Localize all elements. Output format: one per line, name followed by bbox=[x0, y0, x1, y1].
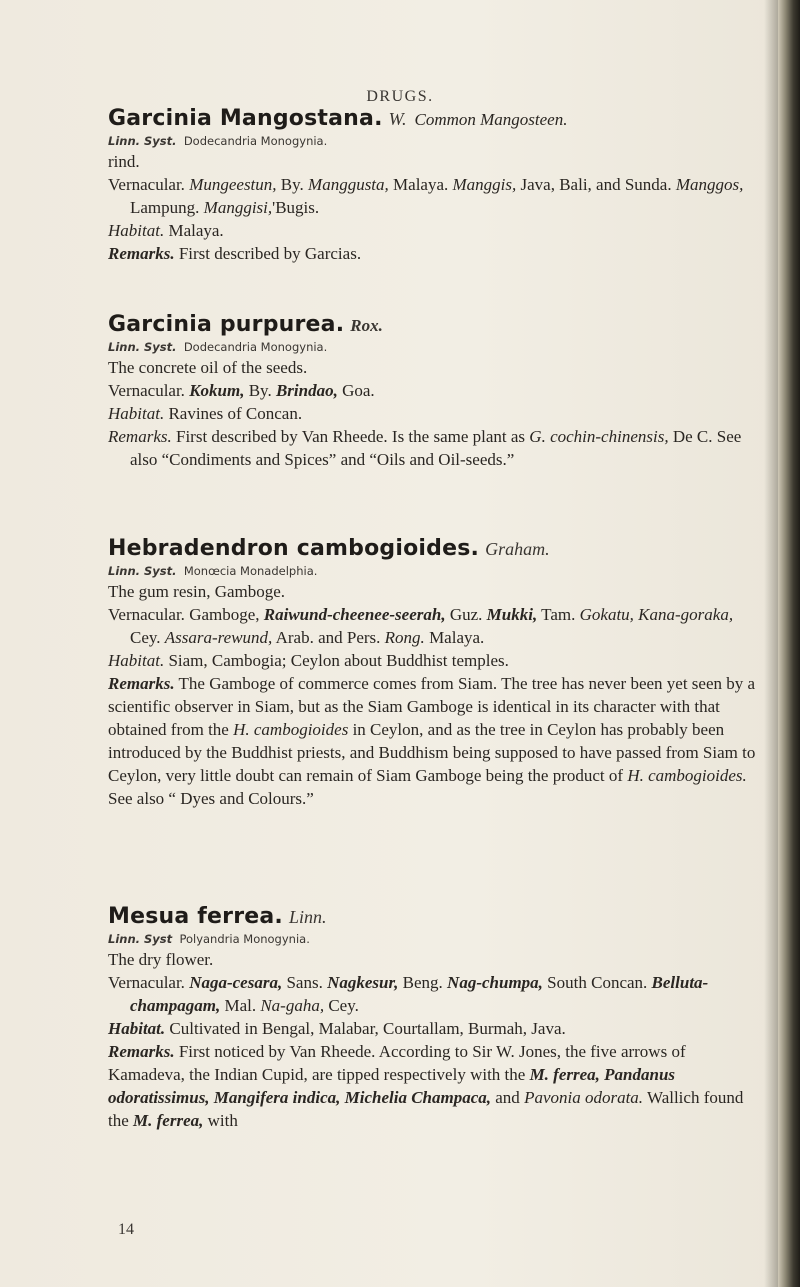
vernacular: Vernacular. Mungeestun, By. Manggusta, Malaya. Manggis, Java, Bali, and Sunda. Manggos, Lampung. Manggisi,'Bugis. bbox=[108, 175, 744, 217]
part-used: The dry flower. bbox=[108, 950, 214, 969]
habitat: Habitat. Cultivated in Bengal, Malabar, Courtallam, Burmah, Java. bbox=[108, 1019, 566, 1038]
habitat: Habitat. Siam, Cambogia; Ceylon about Buddhist temples. bbox=[108, 651, 509, 670]
remarks: Remarks. First described by Van Rheede. Is the same plant as G. cochin-chinensis, De C. See also “Condiments and Spices” and “Oils and Oil-seeds.” bbox=[108, 427, 742, 469]
entry-title bbox=[108, 312, 758, 337]
linnaean-system: Linn. Syst. Monœcia Monadelphia. bbox=[108, 564, 318, 578]
entry-mesua-ferrea bbox=[108, 904, 758, 1132]
entry-title bbox=[108, 904, 758, 929]
entry-garcinia-mangostana bbox=[108, 106, 758, 265]
page-gutter-shadow bbox=[764, 0, 778, 1287]
part-used: The concrete oil of the seeds. bbox=[108, 358, 308, 377]
remarks: Remarks. First described by Garcias. bbox=[108, 244, 362, 263]
part-used: rind. bbox=[108, 152, 140, 171]
vernacular: Vernacular. Gamboge, Raiwund-cheenee-seerah, Guz. Mukki, Tam. Gokatu, Kana-goraka, Cey. Assara-rewund, Arab. and Pers. Rong. Malaya. bbox=[108, 605, 734, 647]
part-used: The gum resin, Gamboge. bbox=[108, 582, 286, 601]
species-name: Mesua ferrea. bbox=[108, 904, 283, 929]
linnaean-system: Linn. Syst. Dodecandria Monogynia. bbox=[108, 134, 328, 148]
species-name: Garcinia purpurea. bbox=[108, 312, 345, 337]
remarks: Remarks. First noticed by Van Rheede. According to Sir W. Jones, the five arrows of Kamadeva, the Indian Cupid, are tipped respectively with the M. ferrea, Pandanus odoratissimus, Mangifera indica, Michelia Champaca, and Pavonia odorata. Wallich found the M. ferrea, with bbox=[108, 1042, 744, 1130]
linnaean-system: Linn. Syst. Dodecandria Monogynia. bbox=[108, 340, 328, 354]
common-name: Common Mangosteen. bbox=[414, 110, 568, 129]
vernacular: Vernacular. Kokum, By. Brindao, Goa. bbox=[108, 381, 375, 400]
species-name: Garcinia Mangostana. bbox=[108, 106, 383, 131]
species-author: W. bbox=[388, 109, 407, 129]
entry-title bbox=[108, 106, 758, 131]
species-author: Linn. bbox=[289, 907, 327, 927]
vernacular: Vernacular. Naga-cesara, Sans. Nagkesur, Beng. Nag-chumpa, South Concan. Belluta-champagam, Mal. Na-gaha, Cey. bbox=[108, 973, 709, 1015]
page-number: 14 bbox=[118, 1221, 134, 1238]
book-edge bbox=[778, 0, 800, 1287]
species-name: Hebradendron cambogioides. bbox=[108, 536, 480, 561]
habitat: Habitat. Malaya. bbox=[108, 221, 224, 240]
entry-garcinia-purpurea bbox=[108, 312, 758, 471]
entry-hebradendron-cambogioides bbox=[108, 536, 758, 810]
species-author: Graham. bbox=[485, 539, 550, 559]
species-author: Rox. bbox=[350, 316, 383, 335]
running-head: DRUGS. bbox=[366, 88, 434, 105]
linnaean-system: Linn. Syst Polyandria Monogynia. bbox=[108, 932, 310, 946]
remarks: Remarks. The Gamboge of commerce comes from Siam. The tree has never been yet seen by a scientific observer in Siam, but as the Siam Gamboge is identical in its character with that obtained from the H. cambogioides in Ceylon, and as the tree in Ceylon has probably been introduced by the Buddhist priests, and Buddhism being supposed to have passed from Siam to Ceylon, very little doubt can remain of Siam Gamboge being the product of H. cambogioides. See also “ Dyes and Colours.” bbox=[108, 674, 756, 808]
habitat: Habitat. Ravines of Concan. bbox=[108, 404, 303, 423]
entry-title bbox=[108, 536, 758, 561]
